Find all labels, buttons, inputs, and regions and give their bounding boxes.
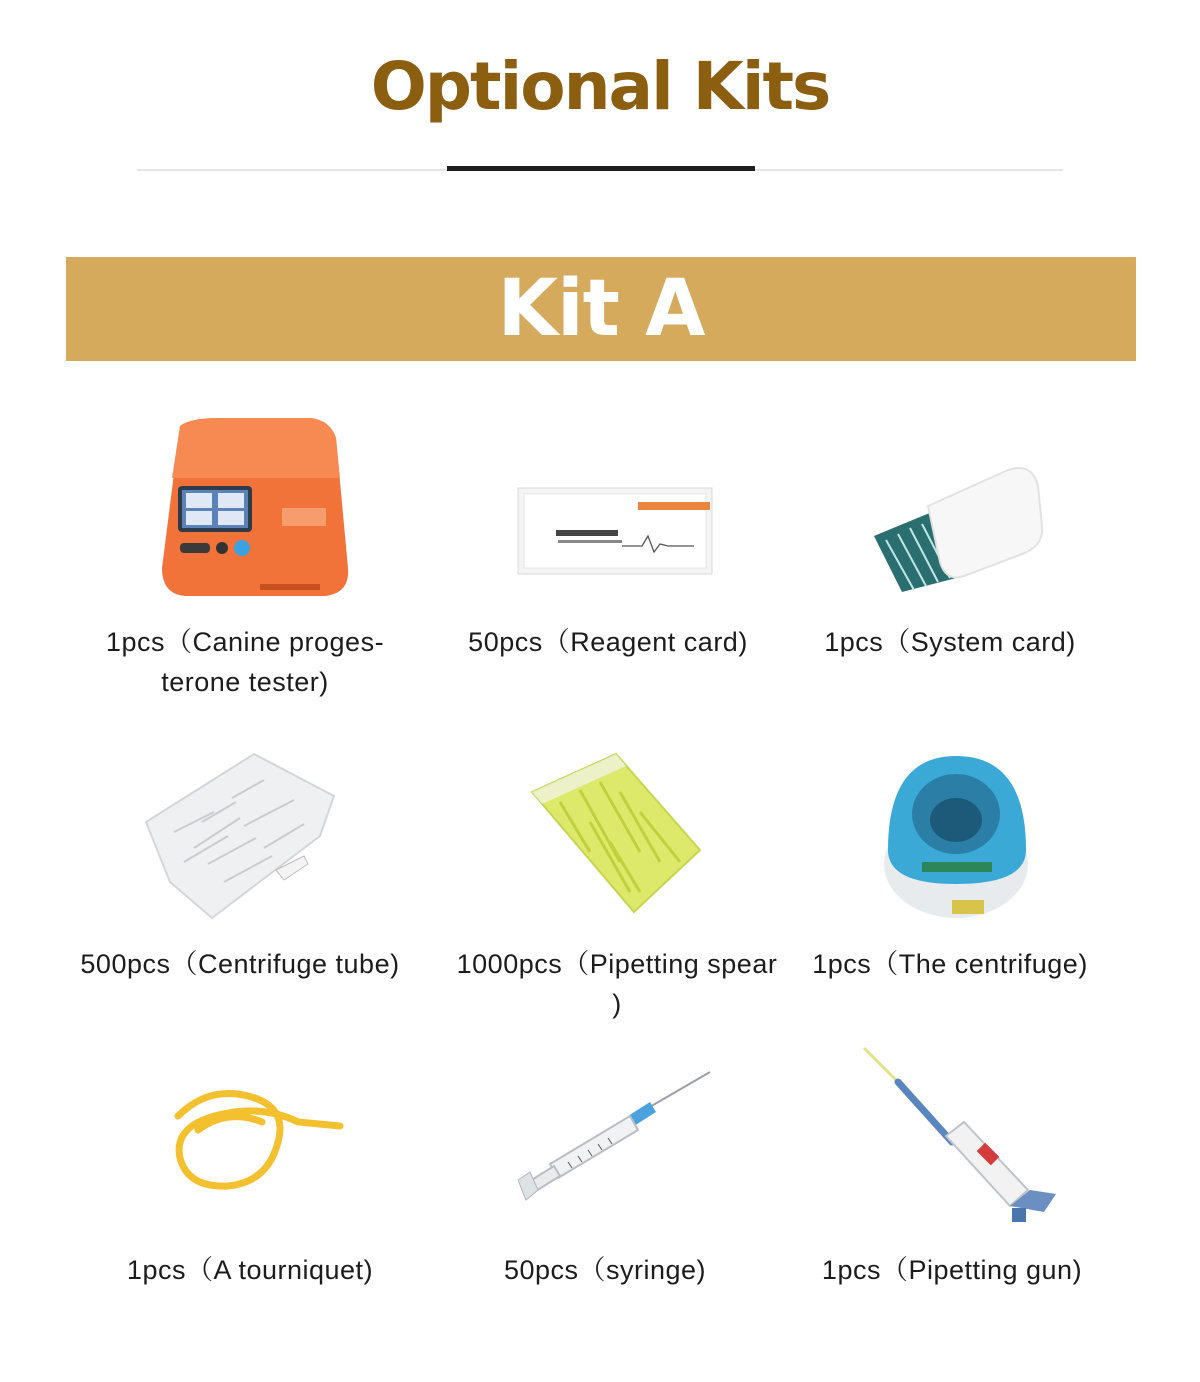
kit-name: Kit A xyxy=(497,264,705,354)
item-label: 1pcs（Pipetting gun) xyxy=(821,1255,1083,1285)
item-label: 50pcs（Reagent card) xyxy=(468,627,748,657)
item-label: 50pcs（syringe) xyxy=(503,1255,707,1285)
reagent-card-image xyxy=(518,486,714,576)
syringe-image xyxy=(516,1068,714,1204)
item-label: 1pcs（The centrifuge) xyxy=(812,949,1088,979)
centrifuge-tube-bag-image xyxy=(144,752,338,920)
item-label: 1000pcs（Pipetting spear ) xyxy=(456,949,778,1019)
progesterone-tester-image xyxy=(160,418,350,598)
centrifuge-image xyxy=(882,754,1032,920)
tourniquet-image xyxy=(168,1082,344,1194)
page-title: Optional Kits xyxy=(370,48,830,125)
title-underline xyxy=(447,166,755,171)
item-label: 1pcs（System card) xyxy=(824,627,1076,657)
item-label: 1pcs（Canine proges- terone tester) xyxy=(105,627,385,697)
pipetting-gun-image xyxy=(860,1044,1060,1226)
kit-banner xyxy=(66,257,1136,361)
item-label: 1pcs（A tourniquet) xyxy=(126,1255,374,1285)
system-card-image xyxy=(872,466,1044,592)
pipette-tips-bag-image xyxy=(530,752,704,914)
item-label: 500pcs（Centrifuge tube) xyxy=(80,949,400,979)
